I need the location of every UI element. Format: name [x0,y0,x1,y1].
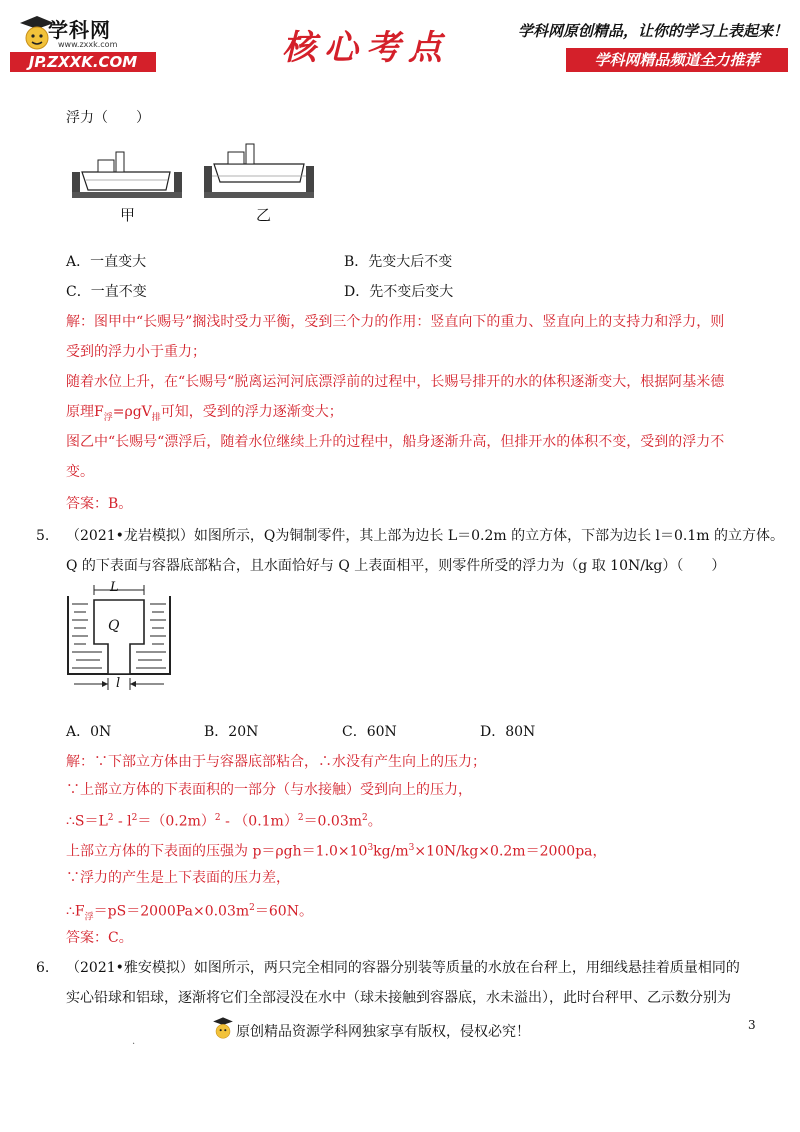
q4-solution-line5: 图乙中“长赐号“漂浮后，随着水位继续上升的过程中，船身逐渐升高，但排开水的体积不变，受到的浮力不 [66,434,725,450]
fig-label-Q: Q [108,618,120,634]
q4-solution-line2: 受到的浮力小于重力； [66,344,206,360]
header-slogan: 学科网原创精品，让你的学习上表起来！ [518,22,789,40]
q6-stem-line2: 实心铅球和铝球，逐渐将它们全部浸没在水中（球未接触到容器底，水未溢出），此时台秤甲、乙示数分别为 [66,990,731,1006]
q5-solution-line5: ∵浮力的产生是上下表面的压力差， [66,870,290,886]
q5-option-c: C．60N [342,724,397,740]
q5-number: 5. [36,528,50,544]
fig-label-L: L [110,580,119,595]
footer-copyright: 原创精品资源学科网独家享有版权，侵权必究！ [236,1024,530,1040]
q5-solution-line4: 上部立方体的下表面的压强为 $p=\rho gh=1.0\times 10^3kg/m^3\times 10N/kg\times 0.2m=2000pa$， [66,843,607,860]
footer-dot: . [132,1036,136,1047]
q5-option-d: D．80N [480,724,536,740]
q5-stem-line2: Q 的下表面与容器底部粘合，且水面恰好与 Q 上表面相平，则零件所受的浮力为（g 取 10N/kg）（ ） [66,558,726,574]
logo-url: JP.ZXXK.COM [10,52,156,72]
q5-option-a: A．0N [66,724,112,740]
q5-solution-line2: ∵上部立方体的下表面积的一部分（与水接触）受到向上的压力， [66,782,472,798]
q5-solution-line3: $\therefore S=L^2 - l^2=(0.2m)^2 - (0.1m)^2=0.03m^2$。 [66,813,382,830]
q4-option-a: A．一直变大 [66,254,147,270]
footer-mascot-icon [212,1016,234,1042]
q4-answer: 答案：B。 [66,496,133,512]
q5-solution-line1: 解：∵下部立方体由于与容器底部粘合，∴水没有产生向上的压力； [66,754,486,770]
q4-solution-line4: 原理$F_浮=\rho gV_排$可知，受到的浮力逐渐变大； [66,404,343,423]
page-title: 核心考点 [282,28,450,68]
q6-number: 6. [36,960,50,976]
fig-label-yi: 乙 [256,206,272,224]
q5-solution-line6: $\therefore F_浮=pS=2000Pa\times 0.03m^2=60N$。 [66,903,313,923]
header-banner: 学科网精品频道全力推荐 [566,48,788,72]
logo-name: 学科网 [48,18,111,42]
page-number: 3 [748,1018,756,1032]
q5-option-b: B．20N [204,724,259,740]
q4-option-d: D．先不变后变大 [344,284,454,300]
ship-b-diagram [204,144,314,198]
fig-label-l: l [116,676,121,691]
q4-solution-line3: 随着水位上升，在“长赐号“脱离运河河底漂浮前的过程中，长赐号排开的水的体积逐渐变大，根据阿基米德 [66,374,725,390]
q4-solution-line6: 变。 [66,464,94,480]
q4-option-b: B．先变大后不变 [344,254,453,270]
q5-stem-line1: （2021•龙岩模拟）如图所示，Q为铜制零件，其上部为边长 L＝0.2m 的立方体，下部为边长 l＝0.1m 的立方体。 [66,528,785,544]
q4-option-c: C．一直不变 [66,284,147,300]
fig-label-jia: 甲 [120,206,136,224]
logo-site: www.zxxk.com [58,40,118,49]
q4-stem-tail: 浮力（ ） [66,110,150,126]
ship-a-diagram [72,152,182,198]
q4-solution-line1: 解：图甲中“长赐号”搁浅时受力平衡，受到三个力的作用：竖直向下的重力、竖直向上的支持力和浮力，则 [66,314,725,330]
ship-figure [68,142,330,200]
q6-stem-line1: （2021•雅安模拟）如图所示，两只完全相同的容器分别装等质量的水放在台秤上，用细线悬挂着质量相同的 [66,960,740,976]
q5-answer: 答案：C。 [66,930,133,946]
